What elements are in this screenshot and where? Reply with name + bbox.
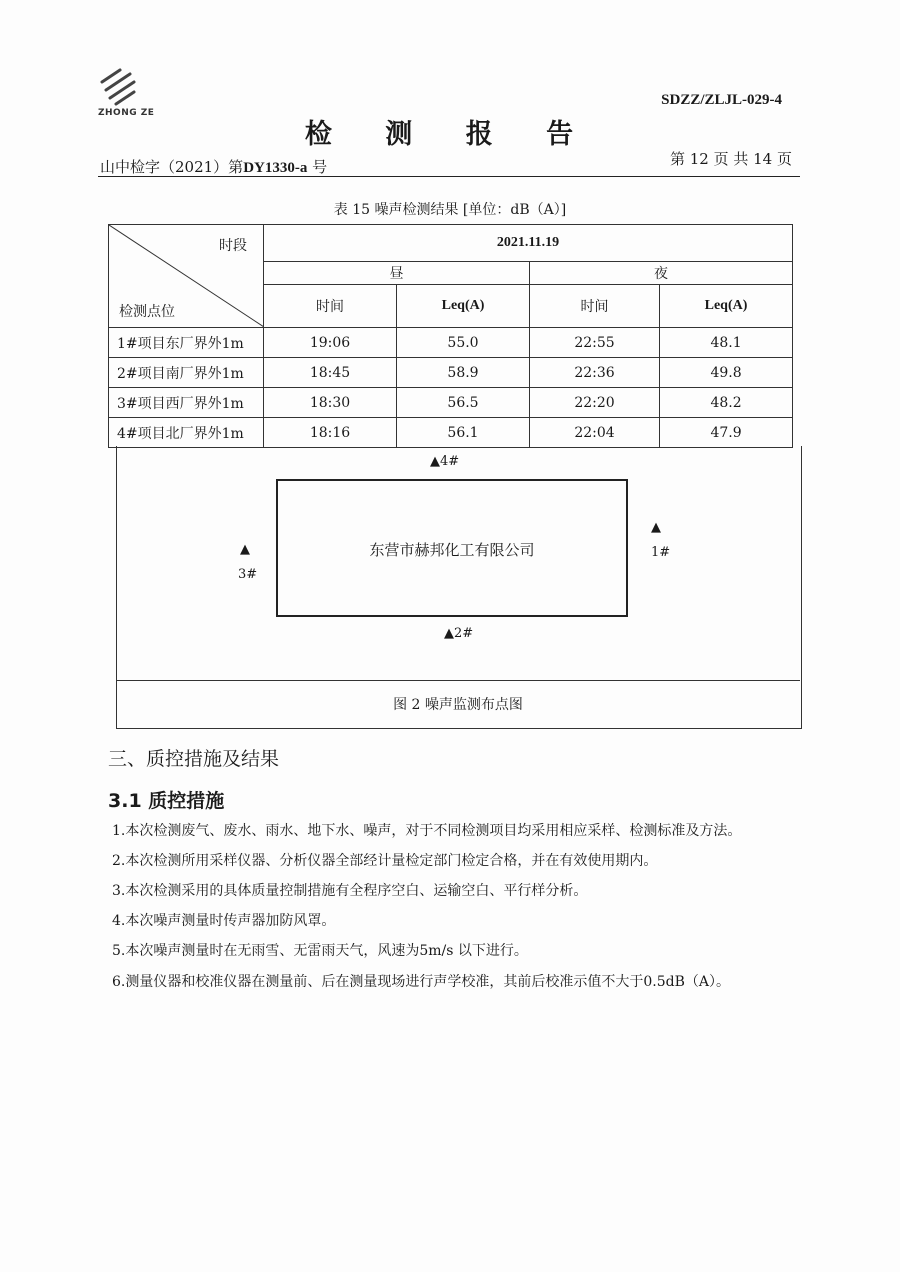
monitoring-point-1-marker: ▲ [651, 520, 661, 535]
day-leq-cell: 55.0 [397, 328, 530, 358]
night-time-cell: 22:36 [530, 358, 660, 388]
header-divider [98, 176, 800, 177]
figure-caption: 图 2 噪声监测布点图 [393, 697, 523, 713]
report-number-prefix: 山中检字（2021）第 [100, 158, 244, 176]
location-cell: 3#项目西厂界外1m [109, 388, 264, 418]
qc-item: 1.本次检测废气、废水、雨水、地下水、噪声，对于不同检测项目均采用相应采样、检测标准及方法。 [112, 823, 742, 839]
page-info: 第 12 页 共 14 页 [669, 150, 792, 168]
night-leq-cell: 48.2 [660, 388, 793, 418]
table-corner-cell [109, 225, 264, 328]
night-leq-cell: 47.9 [660, 418, 793, 448]
night-time-cell: 22:55 [530, 328, 660, 358]
report-number-suffix: 号 [312, 158, 328, 176]
noise-results-table [108, 224, 793, 448]
document-code: SDZZ/ZLJL-029-4 [661, 92, 782, 108]
table-caption: 表 15 噪声检测结果 [单位：dB（A）] [333, 202, 567, 218]
figure-caption-divider [116, 680, 800, 681]
qc-item: 4.本次噪声测量时传声器加防风罩。 [112, 913, 336, 929]
day-header: 昼 [264, 262, 530, 285]
night-header: 夜 [530, 262, 793, 285]
qc-item: 3.本次检测采用的具体质量控制措施有全程序空白、运输空白、平行样分析。 [112, 883, 588, 899]
night-time-cell: 22:20 [530, 388, 660, 418]
qc-item: 6.测量仪器和校准仪器在测量前、后在测量现场进行声学校准，其前后校准示值不大于0.5dB（A）。 [112, 974, 730, 990]
monitoring-point-2: ▲2# [444, 626, 474, 641]
company-name: 东营市赫邦化工有限公司 [369, 541, 535, 559]
location-cell: 1#项目东厂界外1m [109, 328, 264, 358]
day-time-cell: 19:06 [264, 328, 397, 358]
report-number [100, 156, 327, 177]
night-time-cell: 22:04 [530, 418, 660, 448]
table-row [109, 388, 793, 418]
table-row [109, 418, 793, 448]
report-number-code: DY1330-a [243, 160, 308, 176]
date-header: 2021.11.19 [264, 225, 793, 262]
day-time-cell: 18:16 [264, 418, 397, 448]
section-heading: 三、质控措施及结果 [108, 748, 280, 770]
location-cell: 4#项目北厂界外1m [109, 418, 264, 448]
night-leq-header: Leq(A) [660, 285, 793, 328]
monitoring-point-3-label: 3# [238, 567, 258, 582]
table-row [109, 328, 793, 358]
night-leq-cell: 49.8 [660, 358, 793, 388]
qc-item: 5.本次噪声测量时在无雨雪、无雷雨天气，风速为5m/s 以下进行。 [112, 943, 528, 959]
monitoring-point-3-marker: ▲ [240, 542, 250, 557]
night-leq-cell: 48.1 [660, 328, 793, 358]
day-time-header: 时间 [264, 285, 397, 328]
day-time-cell: 18:45 [264, 358, 397, 388]
location-cell: 2#项目南厂界外1m [109, 358, 264, 388]
night-time-header: 时间 [530, 285, 660, 328]
day-leq-cell: 56.5 [397, 388, 530, 418]
day-time-cell: 18:30 [264, 388, 397, 418]
monitoring-point-1-label: 1# [651, 545, 671, 560]
corner-location-label: 检测点位 [119, 304, 175, 320]
day-leq-cell: 56.1 [397, 418, 530, 448]
logo-text: ZHONG ZE [98, 108, 155, 118]
corner-period-label: 时段 [219, 238, 247, 254]
monitoring-point-4: ▲4# [430, 454, 460, 469]
day-leq-header: Leq(A) [397, 285, 530, 328]
page-title: 检 测 报 告 [304, 119, 596, 150]
subsection-heading: 3.1 质控措施 [108, 790, 225, 812]
qc-item: 2.本次检测所用采样仪器、分析仪器全部经计量检定部门检定合格，并在有效使用期内。 [112, 853, 658, 869]
day-leq-cell: 58.9 [397, 358, 530, 388]
table-row [109, 358, 793, 388]
